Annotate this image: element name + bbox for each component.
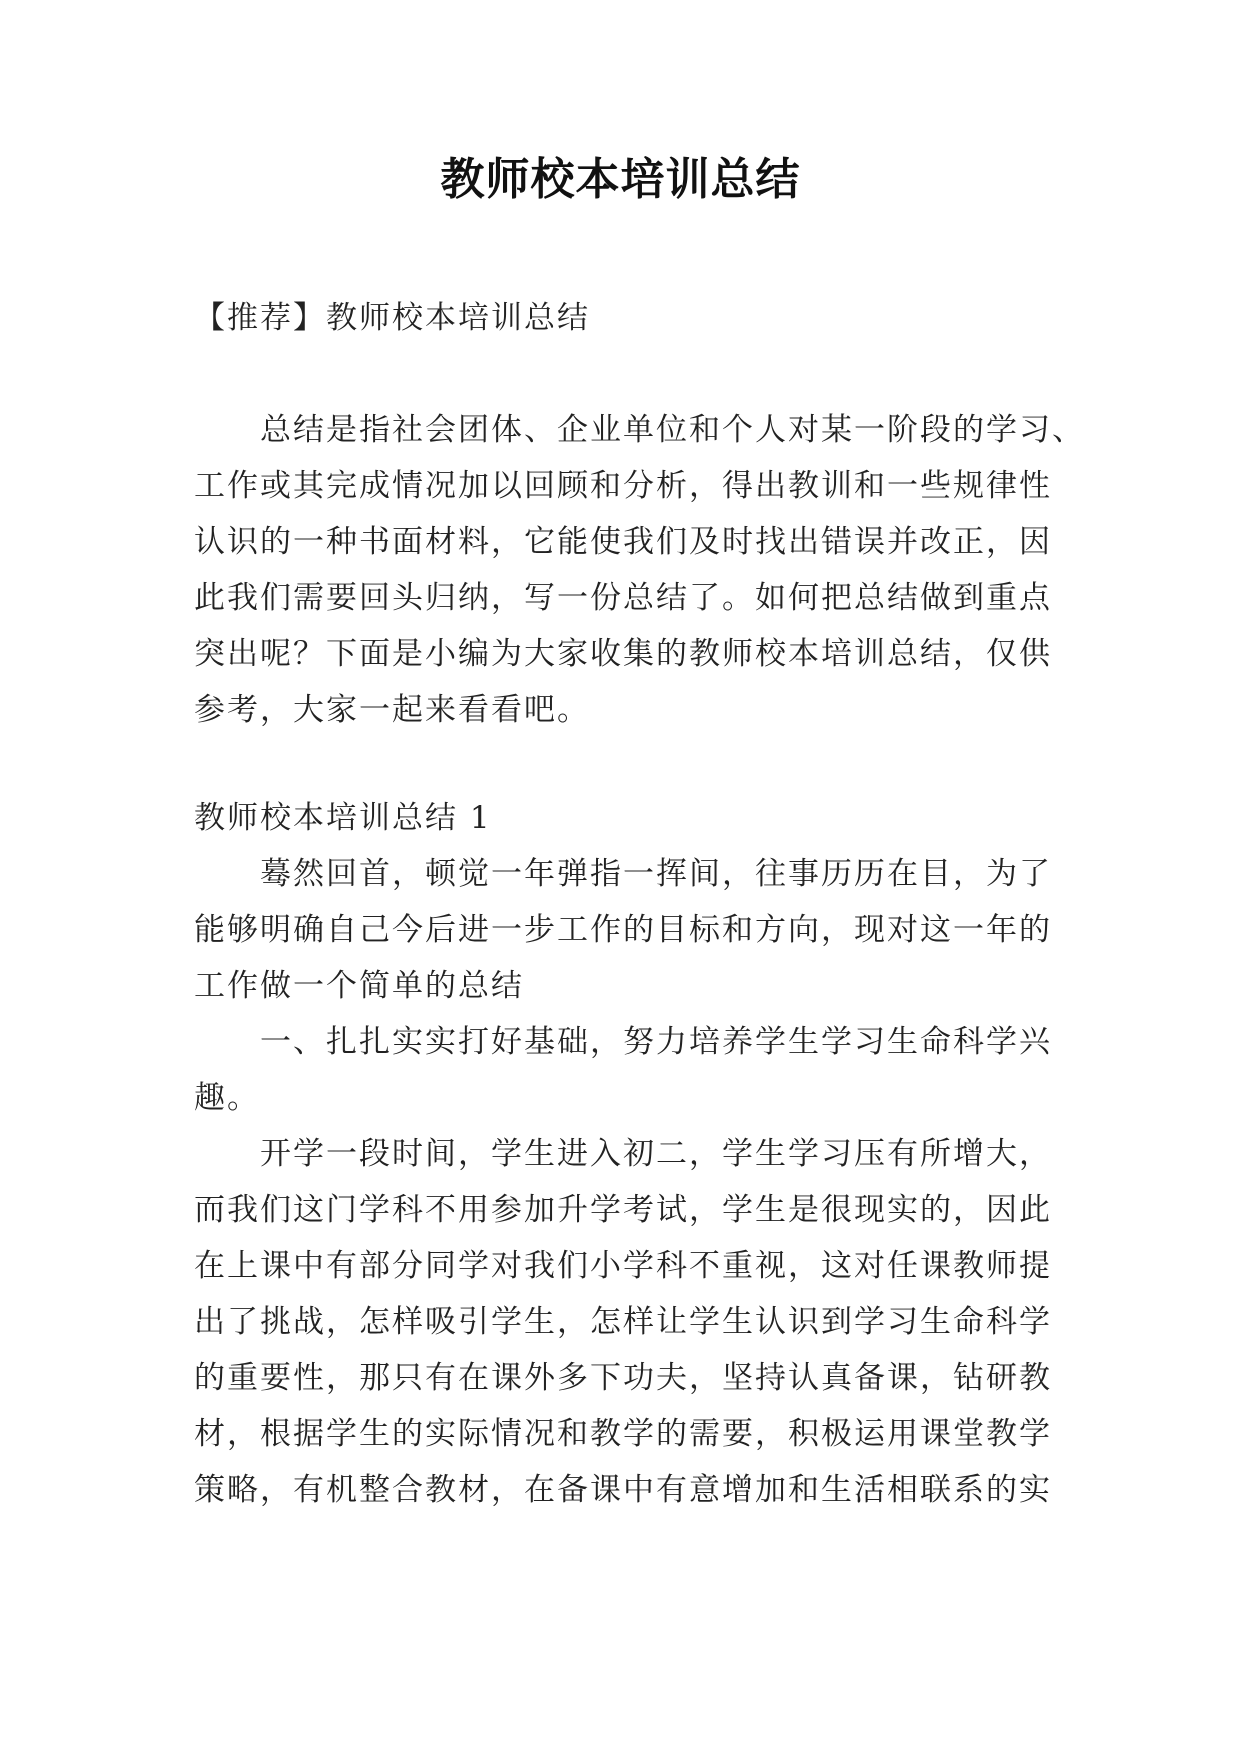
section-1	[194, 790, 1050, 1518]
recommend-line-block	[194, 290, 1050, 346]
intro-line: 此我们需要回头归纳，写一份总结了。如何把总结做到重点	[194, 580, 1052, 616]
section-line: 材，根据学生的实际情况和教学的需要，积极运用课堂教学	[194, 1416, 1052, 1452]
intro-line: 突出呢？下面是小编为大家收集的教师校本培训总结，仅供	[194, 636, 1052, 672]
section-line: 工作做一个简单的总结	[194, 968, 524, 1004]
section-line: 出了挑战，怎样吸引学生，怎样让学生认识到学习生命科学	[194, 1304, 1052, 1340]
intro-line: 参考，大家一起来看看吧。	[194, 692, 590, 728]
intro-paragraph	[194, 402, 1085, 738]
recommend-line: 【推荐】教师校本培训总结	[194, 300, 590, 336]
section-line: 趣。	[194, 1080, 260, 1116]
intro-line: 认识的一种书面材料，它能使我们及时找出错误并改正，因	[194, 524, 1052, 560]
section-line: 而我们这门学科不用参加升学考试，学生是很现实的，因此	[194, 1192, 1052, 1228]
section-line: 开学一段时间，学生进入初二，学生学习压有所增大，	[260, 1136, 1052, 1172]
section-line: 一、扎扎实实打好基础，努力培养学生学习生命科学兴	[260, 1024, 1052, 1060]
intro-line: 总结是指社会团体、企业单位和个人对某一阶段的学习、	[260, 412, 1085, 448]
document-title: 教师校本培训总结	[440, 154, 801, 205]
section-heading: 教师校本培训总结 1	[194, 800, 492, 836]
section-line: 在上课中有部分同学对我们小学科不重视，这对任课教师提	[194, 1248, 1052, 1284]
intro-line: 工作或其完成情况加以回顾和分析，得出教训和一些规律性	[194, 468, 1052, 504]
section-line: 蓦然回首，顿觉一年弹指一挥间，往事历历在目，为了	[260, 856, 1052, 892]
section-line: 能够明确自己今后进一步工作的目标和方向，现对这一年的	[194, 912, 1052, 948]
section-line: 的重要性，那只有在课外多下功夫，坚持认真备课，钻研教	[194, 1360, 1052, 1396]
section-line: 策略，有机整合教材，在备课中有意增加和生活相联系的实	[194, 1472, 1052, 1508]
